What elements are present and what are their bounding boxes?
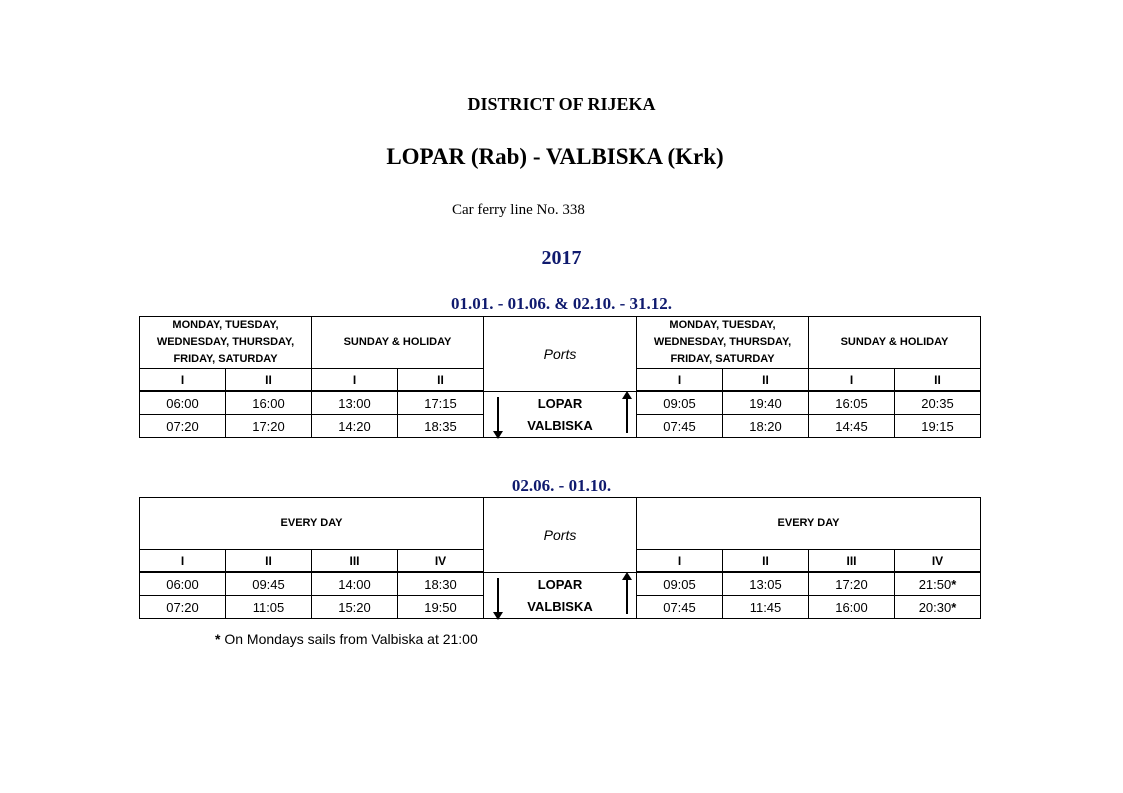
return-time: 14:45 [809,415,895,438]
return-time: 18:20 [723,415,809,438]
return-time: 09:05 [637,572,723,596]
arrow-down-icon [497,397,499,433]
trip-numeral: II [723,369,809,392]
trip-numeral: I [312,369,398,392]
departure-time: 16:00 [226,391,312,415]
departure-time: 18:35 [398,415,484,438]
port-valbiska: VALBISKA [527,598,593,614]
return-time: 20:35 [895,391,981,415]
everyday-header-left: EVERY DAY [140,498,484,550]
return-time-with-note [895,596,981,619]
footnote-text: On Mondays sails from Valbiska at 21:00 [224,631,478,647]
departure-time: 15:20 [312,596,398,619]
route-title: LOPAR (Rab) - VALBISKA (Krk) [386,144,724,169]
sunday-header-left: SUNDAY & HOLIDAY [312,317,484,369]
trip-numeral: II [226,550,312,573]
trip-numeral: III [312,550,398,573]
arrow-up-icon [626,397,628,433]
departure-time: 11:05 [226,596,312,619]
return-time: 07:45 [637,415,723,438]
period-1-label: 01.01. - 01.06. & 02.10. - 31.12. [451,294,672,313]
departure-time: 06:00 [140,391,226,415]
arrow-down-icon [497,578,499,614]
weekday-header-left: MONDAY, TUESDAY, WEDNESDAY, THURSDAY, FRIDAY, SATURDAY [140,317,312,369]
return-time: 21:50 [918,576,952,592]
departure-time: 07:20 [140,596,226,619]
arrow-up-icon [626,578,628,614]
trip-numeral: IV [895,550,981,573]
departure-time: 14:00 [312,572,398,596]
departure-time: 07:20 [140,415,226,438]
return-time: 09:05 [637,391,723,415]
district-title: DISTRICT OF RIJEKA [467,94,656,114]
ports-header: Ports [484,317,637,392]
footnote-mark: * [951,576,957,592]
return-time: 19:15 [895,415,981,438]
footnote-mark: * [951,599,957,615]
year-heading: 2017 [541,247,582,269]
timetable-period-2 [139,497,981,619]
trip-numeral: II [723,550,809,573]
departure-time: 18:30 [398,572,484,596]
trip-numeral: II [895,369,981,392]
return-time: 19:40 [723,391,809,415]
footnote-mark: * [215,631,221,647]
line-number: Car ferry line No. 338 [452,202,585,218]
departure-time: 17:20 [226,415,312,438]
trip-numeral: II [226,369,312,392]
period-2-label: 02.06. - 01.10. [511,476,612,495]
return-time-with-note [895,572,981,596]
trip-numeral: III [809,550,895,573]
trip-numeral: I [637,550,723,573]
trip-numeral: IV [398,550,484,573]
ports-header: Ports [484,498,637,573]
return-time: 17:20 [809,572,895,596]
everyday-header-right: EVERY DAY [637,498,981,550]
departure-time: 14:20 [312,415,398,438]
port-lopar: LOPAR [537,576,583,592]
port-lopar: LOPAR [537,395,583,411]
port-valbiska: VALBISKA [527,417,593,433]
trip-numeral: I [140,369,226,392]
departure-time: 17:15 [398,391,484,415]
departure-time: 06:00 [140,572,226,596]
trip-numeral: I [809,369,895,392]
timetable-period-1 [139,316,981,438]
ports-cell [484,391,637,438]
weekday-header-right: MONDAY, TUESDAY, WEDNESDAY, THURSDAY, FRIDAY, SATURDAY [637,317,809,369]
sunday-header-right: SUNDAY & HOLIDAY [809,317,981,369]
return-time: 16:00 [809,596,895,619]
return-time: 07:45 [637,596,723,619]
return-time: 11:45 [723,596,809,619]
departure-time: 13:00 [312,391,398,415]
trip-numeral: I [637,369,723,392]
return-time: 16:05 [809,391,895,415]
trip-numeral: II [398,369,484,392]
trip-numeral: I [140,550,226,573]
footnote [215,631,478,647]
return-time: 13:05 [723,572,809,596]
return-time: 20:30 [918,599,952,615]
ports-cell [484,572,637,619]
departure-time: 19:50 [398,596,484,619]
departure-time: 09:45 [226,572,312,596]
